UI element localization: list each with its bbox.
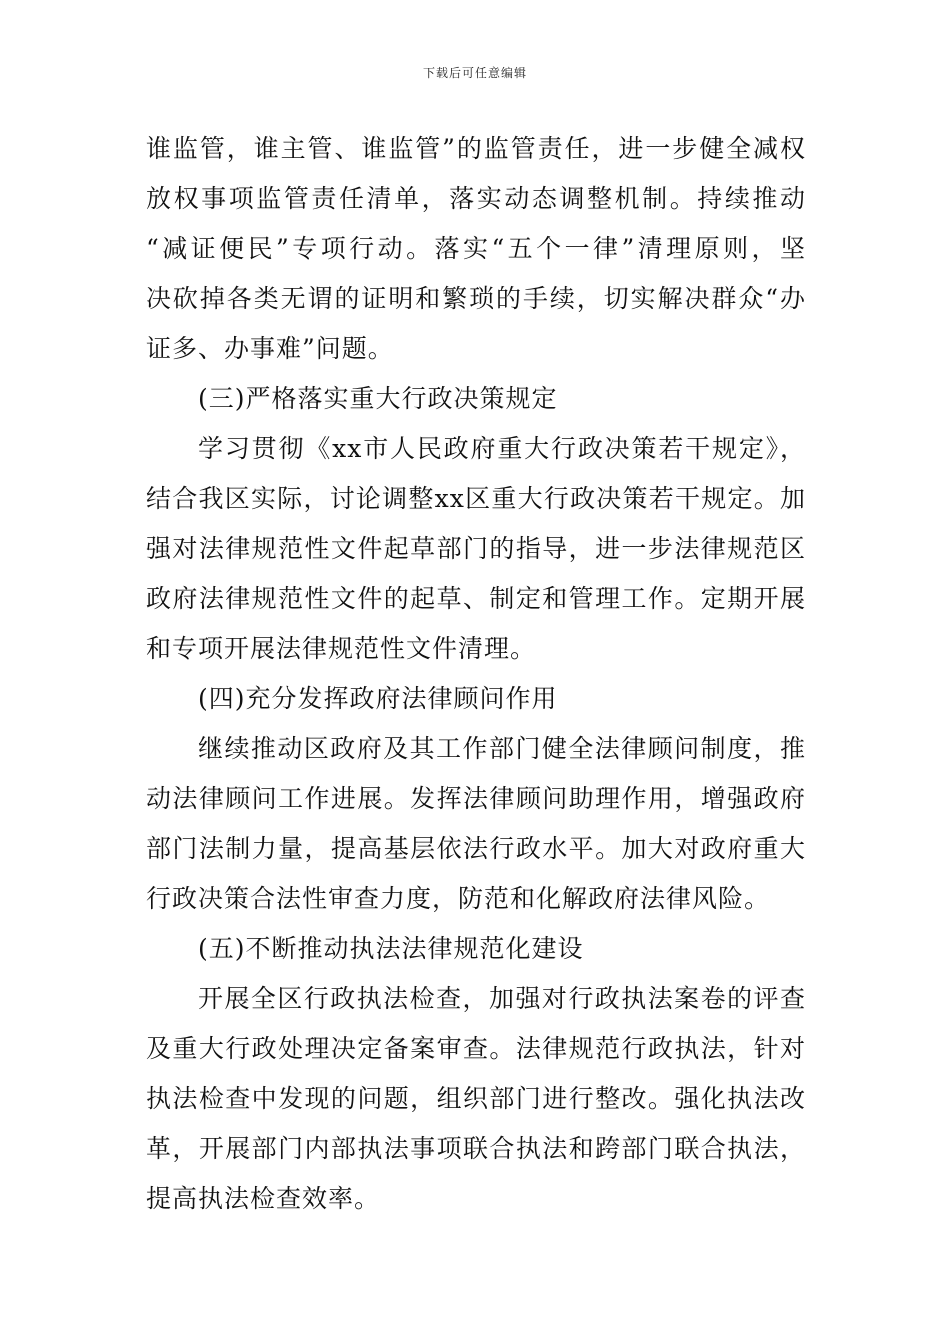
body-line: 政府法律规范性文件的起草、制定和管理工作。定期开展 bbox=[146, 584, 806, 613]
section-heading: (四)充分发挥政府法律顾问作用 bbox=[198, 684, 558, 713]
body-line: 继续推动区政府及其工作部门健全法律顾问制度，推 bbox=[198, 734, 806, 763]
body-line: 学习贯彻《xx市人民政府重大行政决策若干规定》， bbox=[198, 434, 806, 463]
body-line: 放权事项监管责任清单，落实动态调整机制。持续推动 bbox=[146, 184, 806, 213]
body-line: 革，开展部门内部执法事项联合执法和跨部门联合执法， bbox=[146, 1134, 806, 1163]
body-line: 提高执法检查效率。 bbox=[146, 1184, 381, 1213]
body-line: 决砍掉各类无谓的证明和繁琐的手续，切实解决群众“办 bbox=[146, 284, 806, 313]
body-line: 动法律顾问工作进展。发挥法律顾问助理作用，增强政府 bbox=[146, 784, 806, 813]
body-line: 结合我区实际，讨论调整xx区重大行政决策若干规定。加 bbox=[146, 484, 806, 513]
body-line: 部门法制力量，提高基层依法行政水平。加大对政府重大 bbox=[146, 834, 806, 863]
body-line: 行政决策合法性审查力度，防范和化解政府法律风险。 bbox=[146, 884, 771, 913]
body-line: 证多、办事难”问题。 bbox=[146, 334, 394, 363]
body-line: 谁监管，谁主管、谁监管”的监管责任，进一步健全减权 bbox=[146, 134, 806, 163]
body-line: 和专项开展法律规范性文件清理。 bbox=[146, 634, 537, 663]
document-body bbox=[146, 124, 806, 1224]
body-line: 开展全区行政执法检查，加强对行政执法案卷的评查 bbox=[198, 984, 806, 1013]
body-line: “减证便民”专项行动。落实“五个一律”清理原则，坚 bbox=[146, 234, 806, 263]
body-line: 及重大行政处理决定备案审查。法律规范行政执法，针对 bbox=[146, 1034, 806, 1063]
section-heading: (三)严格落实重大行政决策规定 bbox=[198, 384, 558, 413]
section-heading: (五)不断推动执法法律规范化建设 bbox=[198, 934, 584, 963]
body-line: 执法检查中发现的问题，组织部门进行整改。强化执法改 bbox=[146, 1084, 806, 1113]
body-line: 强对法律规范性文件起草部门的指导，进一步法律规范区 bbox=[146, 534, 806, 563]
page-header-note: 下载后可任意编辑 bbox=[422, 66, 527, 80]
